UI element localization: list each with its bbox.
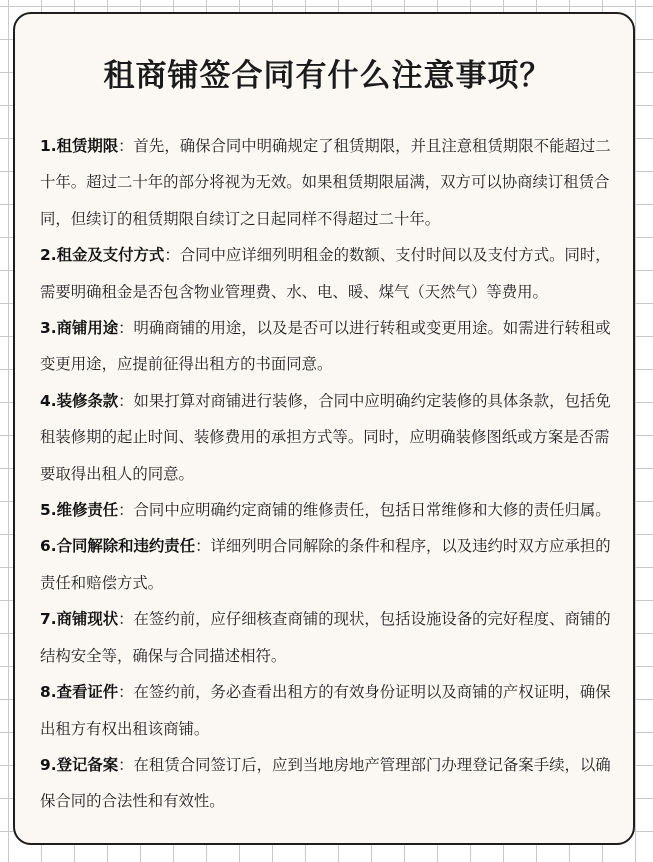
item-heading: 登记备案 (56, 755, 119, 774)
list-item (40, 528, 615, 601)
item-number: 2. (40, 246, 57, 265)
item-text: ：详细列明合同解除的条件和程序，以及违约时双方应承担的责任和赔偿方式。 (40, 537, 611, 592)
list-item (40, 492, 615, 528)
item-heading: 合同解除和违约责任 (56, 537, 196, 556)
item-heading: 维修责任 (56, 501, 119, 520)
item-text: ：在租赁合同签订后，应到当地房地产管理部门办理登记备案手续，以确保合同的合法性和有效性。 (40, 755, 611, 811)
item-heading: 商铺现状 (56, 610, 119, 629)
item-number: 1. (40, 137, 57, 155)
list-item (40, 674, 615, 747)
item-number: 8. (40, 683, 57, 702)
item-text: ：在签约前，应仔细核查商铺的现状，包括设施设备的完好程度、商铺的结构安全等，确保与合同描述相符。 (40, 610, 611, 665)
item-text: ：合同中应详细列明租金的数额、支付时间以及支付方式。同时，需要明确租金是否包含物业管理费、水、电、暖、煤气（天然气）等费用。 (40, 246, 611, 301)
item-number: 6. (40, 537, 57, 556)
item-number: 9. (40, 755, 57, 774)
item-number: 3. (40, 319, 57, 338)
list-item (40, 601, 615, 674)
item-text: ：明确商铺的用途，以及是否可以进行转租或变更用途。如需进行转租或变更用途，应提前征得出租方的书面同意。 (40, 319, 611, 374)
item-heading: 租赁期限 (56, 137, 119, 155)
list-item (40, 128, 615, 237)
item-number: 4. (40, 391, 57, 410)
item-heading: 查看证件 (56, 683, 119, 702)
item-heading: 租金及支付方式 (56, 246, 165, 265)
item-text: ：合同中应明确约定商铺的维修责任，包括日常维修和大修的责任归属。 (118, 501, 611, 520)
item-number: 5. (40, 501, 57, 520)
list-item (40, 383, 615, 492)
list-item (40, 310, 615, 383)
list-item (40, 237, 615, 310)
item-text: ：首先，确保合同中明确规定了租赁期限，并且注意租赁期限不能超过二十年。超过二十年的部分将视为无效。如果租赁期限届满，双方可以协商续订租赁合同，但续订的租赁期限自续订之日起同样不得超过二十年。 (40, 137, 611, 228)
item-heading: 商铺用途 (56, 319, 119, 338)
item-text: ：如果打算对商铺进行装修，合同中应明确约定装修的具体条款，包括免租装修期的起止时间、装修费用的承担方式等。同时，应明确装修图纸或方案是否需要取得出租人的同意。 (40, 391, 611, 483)
item-text: ：在签约前，务必查看出租方的有效身份证明以及商铺的产权证明，确保出租方有权出租该商铺。 (40, 683, 611, 738)
page-title: 租商铺签合同有什么注意事项？ (103, 58, 552, 94)
content-card (13, 12, 635, 845)
item-number: 7. (40, 610, 57, 629)
item-heading: 装修条款 (56, 391, 119, 410)
list-item (40, 747, 615, 820)
